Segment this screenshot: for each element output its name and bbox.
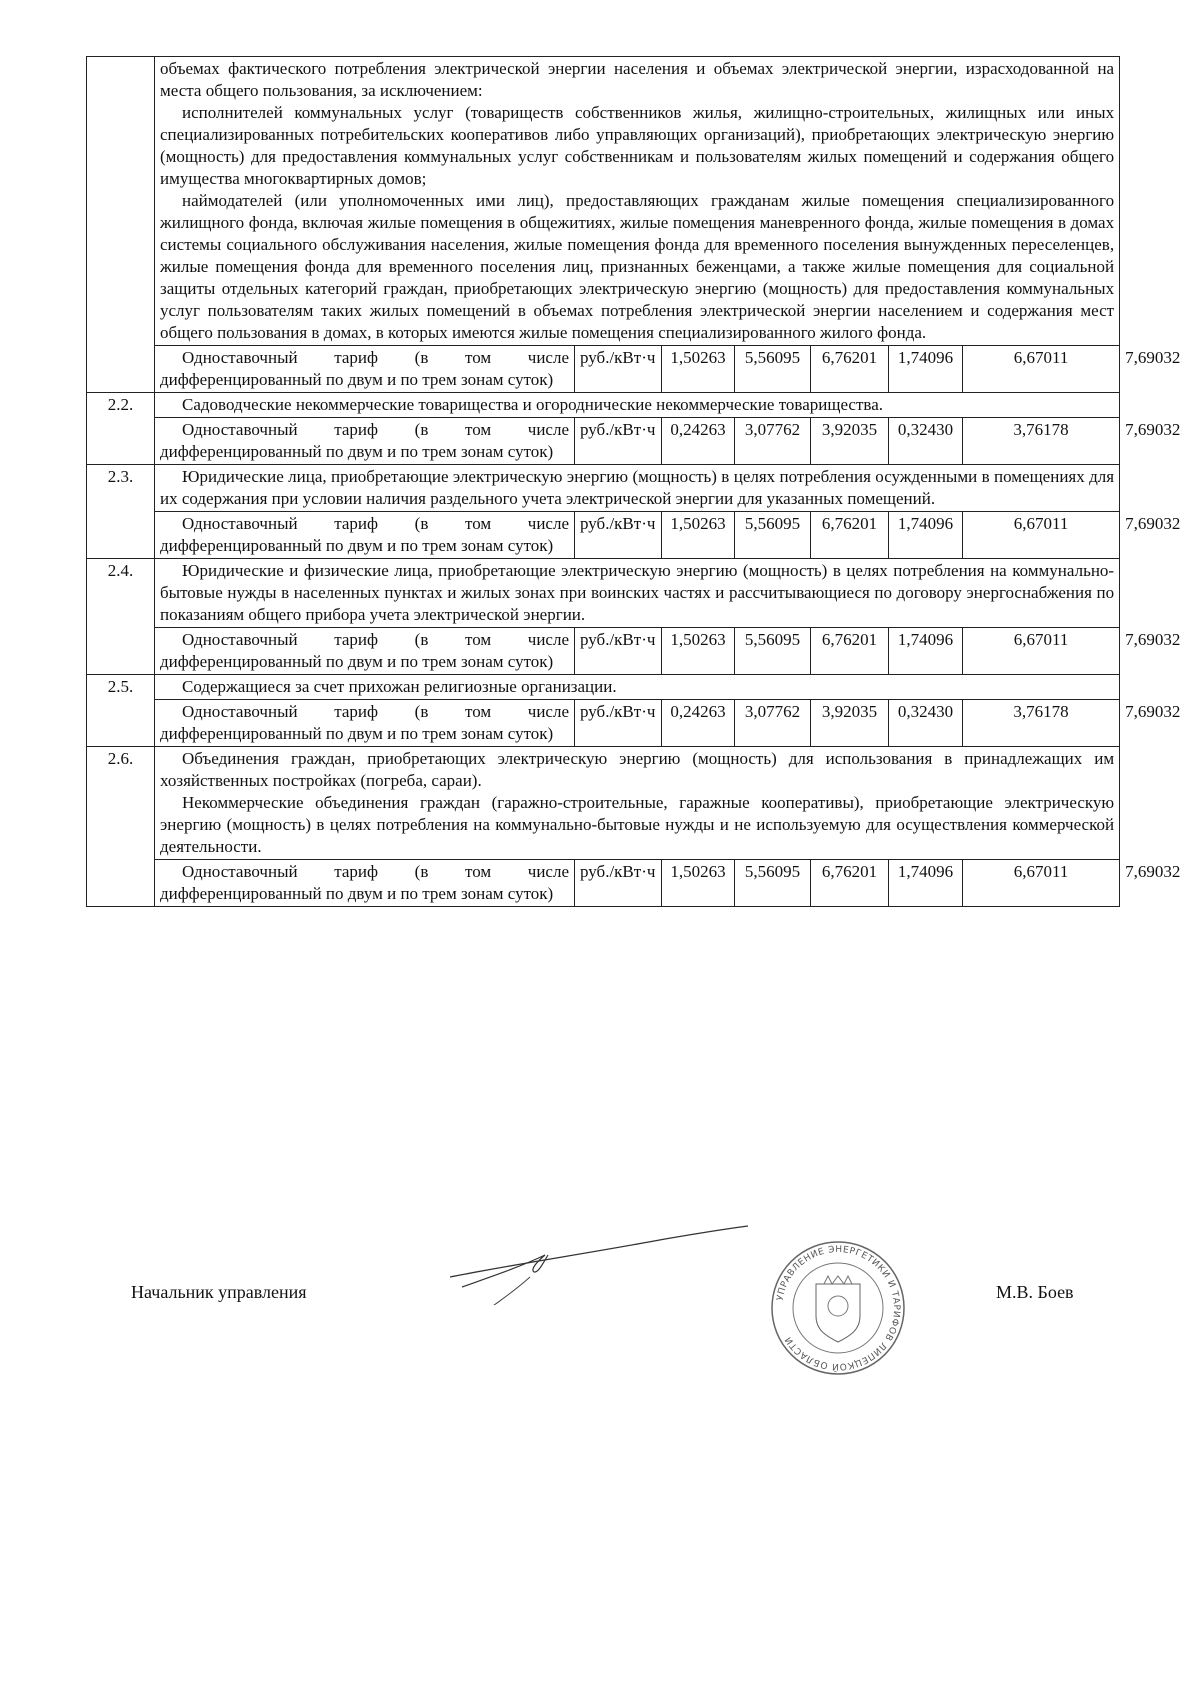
description-paragraph: Юридические лица, приобретающие электрическую энергию (мощность) в целях потребления осужденными в помещениях для их содержания при условии наличия раздельного учета электрической энергии для указанных помещений. [160,467,1115,508]
handwritten-signature [450,1225,750,1305]
section-number: 2.5. [87,675,155,747]
official-seal [768,1238,908,1378]
tariff-value: 6,76201 [811,860,889,907]
section-row [87,559,1120,628]
tariff-name: Одноставочный тариф (в том числе дифференцированный по двум и по трем зонам суток) [155,628,575,675]
tariff-value: 1,50263 [662,860,735,907]
section-number: 2.4. [87,559,155,675]
tariff-value: 1,74096 [889,860,963,907]
description-paragraph: Юридические и физические лица, приобретающие электрическую энергию (мощность) в целях потребления на коммунально-бытовые нужды в населенных пунктах и жилых зонах при воинских частях и рассчитывающиеся по договору энергоснабжения по показаниям общего прибора учета электрической энергии. [160,561,1115,624]
section-row [87,393,1120,418]
tariff-value: 6,67011 [963,860,1120,907]
tariff-value: 5,56095 [735,628,811,675]
description-paragraph: исполнителей коммунальных услуг (товариществ собственников жилья, жилищно-строительных, жилищных или иных специализированных потребительских кооперативов либо управляющих организаций), приобретающих электрическую энергию (мощность) для предоставления коммунальных услуг собственникам и пользователям жилых помещений и содержания общего имущества многоквартирных домов; [160,103,1115,188]
tariff-value: 6,76201 [811,346,889,393]
tariff-unit: руб./кВт·ч [575,700,662,747]
section-row [87,675,1120,700]
section-number [87,57,155,393]
tariff-value: 5,56095 [735,512,811,559]
section-description [155,57,1120,346]
tariff-value: 1,50263 [662,512,735,559]
tariff-name: Одноставочный тариф (в том числе дифференцированный по двум и по трем зонам суток) [155,418,575,465]
tariff-value: 1,50263 [662,346,735,393]
tariff-value: 1,50263 [662,628,735,675]
tariff-value: 3,07762 [735,700,811,747]
tariff-value: 5,56095 [735,860,811,907]
tariff-row: Одноставочный тариф (в том числе дифференцированный по двум и по трем зонам суток) руб./кВт·ч 1,50263 5,56095 6,76201 1,74096 6,67011 7,69032 [87,860,1120,907]
signatory-name: М.В. Боев [996,1282,1074,1302]
tariff-row: Одноставочный тариф (в том числе дифференцированный по двум и по трем зонам суток) руб./кВт·ч 0,24263 3,07762 3,92035 0,32430 3,76178 7,69032 [87,700,1120,747]
tariff-unit: руб./кВт·ч [575,418,662,465]
description-paragraph: Содержащиеся за счет прихожан религиозные организации. [182,677,617,696]
section-description [155,465,1120,512]
tariff-value: 0,24263 [662,700,735,747]
section-row [87,465,1120,512]
tariff-unit: руб./кВт·ч [575,512,662,559]
tariff-unit: руб./кВт·ч [575,860,662,907]
section-description [155,393,1120,418]
tariff-value: 6,67011 [963,628,1120,675]
section-number: 2.2. [87,393,155,465]
tariff-value: 3,76178 [963,418,1120,465]
tariff-unit: руб./кВт·ч [575,346,662,393]
section-description [155,559,1120,628]
tariff-value: 0,32430 [889,418,963,465]
tariff-value: 6,76201 [811,628,889,675]
tariff-name: Одноставочный тариф (в том числе дифференцированный по двум и по трем зонам суток) [155,860,575,907]
svg-text:УПРАВЛЕНИЕ ЭНЕРГЕТИКИ И ТАРИФО: УПРАВЛЕНИЕ ЭНЕРГЕТИКИ И ТАРИФОВ ЛИПЕЦКОЙ ОБЛАСТИ [775,1244,902,1372]
tariff-row: Одноставочный тариф (в том числе дифференцированный по двум и по трем зонам суток) руб./кВт·ч 1,50263 5,56095 6,76201 1,74096 6,67011 7,69032 [87,628,1120,675]
signatory-position: Начальник управления [131,1282,307,1302]
tariff-value: 6,76201 [811,512,889,559]
description-paragraph: Садоводческие некоммерческие товарищества и огороднические некоммерческие товарищества. [182,395,883,414]
tariff-row: Одноставочный тариф (в том числе дифференцированный по двум и по трем зонам суток) руб./кВт·ч 1,50263 5,56095 6,76201 1,74096 6,67011 7,69032 [87,512,1120,559]
tariff-value: 6,67011 [963,512,1120,559]
section-number: 2.3. [87,465,155,559]
tariff-value: 0,24263 [662,418,735,465]
tariff-value: 1,74096 [889,346,963,393]
description-paragraph: объемах фактического потребления электрической энергии населения и объемах электрической энергии, израсходованной на места общего пользования, за исключением: [160,59,1115,100]
tariff-name: Одноставочный тариф (в том числе дифференцированный по двум и по трем зонам суток) [155,346,575,393]
section-row [87,57,1120,346]
tariff-value: 3,92035 [811,700,889,747]
tariff-value: 0,32430 [889,700,963,747]
description-paragraph: наймодателей (или уполномоченных ими лиц), предоставляющих гражданам жилые помещения специализированного жилищного фонда, включая жилые помещения в общежитиях, жилые помещения маневренного фонда, жилые помещения в домах системы социального обслуживания населения, жилые помещения фонда для временного поселения вынужденных переселенцев, жилые помещения фонда для временного поселения лиц, признанных беженцами, а также жилые помещения для социальной защиты отдельных категорий граждан, приобретающих электрическую энергию (мощность) для предоставления коммунальных услуг пользователям таких жилых помещений в объемах потребления электрической энергии населением и содержания мест общего пользования в домах, в которых имеются жилые помещения специализированного жилого фонда. [160,191,1115,342]
tariff-row: Одноставочный тариф (в том числе дифференцированный по двум и по трем зонам суток) руб./кВт·ч 0,24263 3,07762 3,92035 0,32430 3,76178 7,69032 [87,418,1120,465]
section-number: 2.6. [87,747,155,907]
tariff-unit: руб./кВт·ч [575,628,662,675]
tariff-value: 3,07762 [735,418,811,465]
description-paragraph: Объединения граждан, приобретающих электрическую энергию (мощность) для использования в принадлежащих им хозяйственных постройках (погреба, сараи). [160,749,1115,790]
tariff-value: 3,92035 [811,418,889,465]
tariff-value: 1,74096 [889,512,963,559]
section-row [87,747,1120,860]
tariff-value: 6,67011 [963,346,1120,393]
tariff-value: 1,74096 [889,628,963,675]
tariff-value: 5,56095 [735,346,811,393]
description-paragraph: Некоммерческие объединения граждан (гаражно-строительные, гаражные кооперативы), приобретающие электрическую энергию (мощность) в целях потребления на коммунально-бытовые нужды и не используемую для осуществления коммерческой деятельности. [160,793,1115,856]
tariff-name: Одноставочный тариф (в том числе дифференцированный по двум и по трем зонам суток) [155,512,575,559]
tariff-value: 3,76178 [963,700,1120,747]
tariff-row: Одноставочный тариф (в том числе дифференцированный по двум и по трем зонам суток) руб./кВт·ч 1,50263 5,56095 6,76201 1,74096 6,67011 7,69032 [87,346,1120,393]
section-description [155,675,1120,700]
section-description [155,747,1120,860]
tariff-name: Одноставочный тариф (в том числе дифференцированный по двум и по трем зонам суток) [155,700,575,747]
tariff-table [86,56,1181,907]
